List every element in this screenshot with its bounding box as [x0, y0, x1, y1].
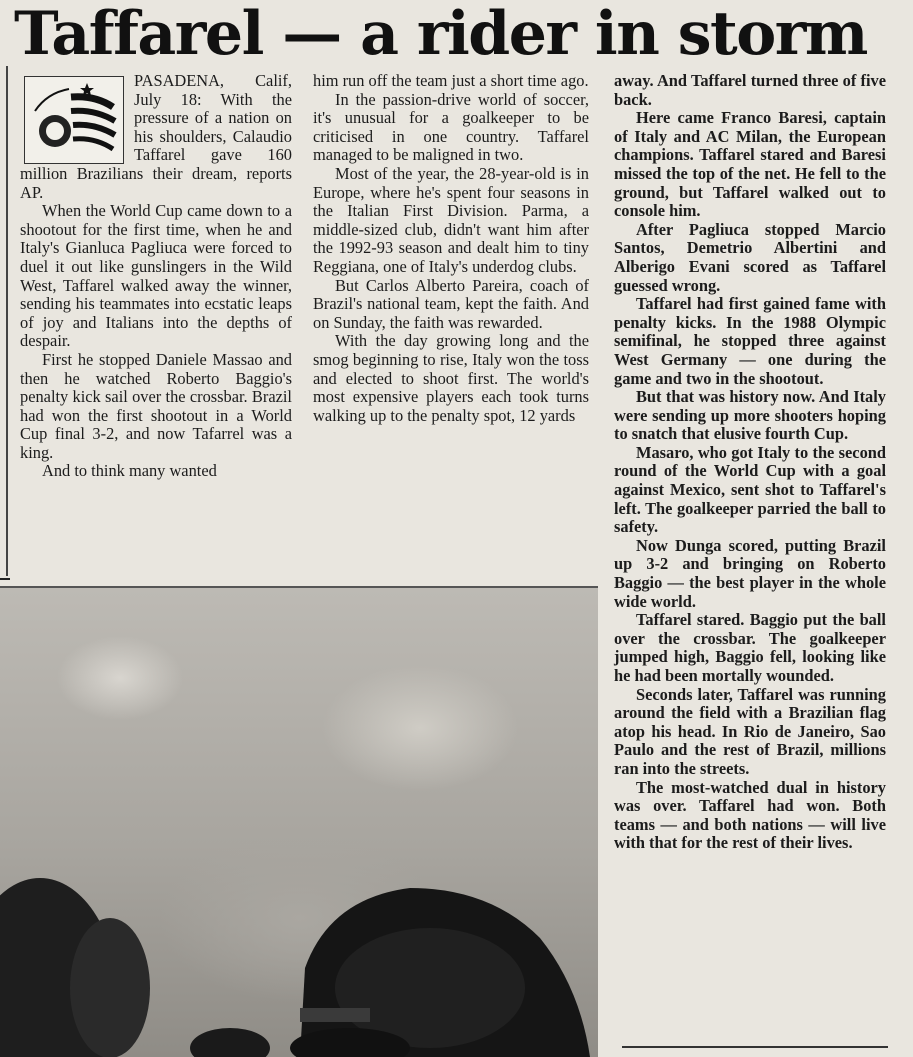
article-paragraph: Now Dunga scored, putting Brazil up 3-2 and bringing on Roberto Baggio — the best player in the whole wide world.	[614, 535, 886, 611]
article-column-1	[20, 72, 292, 481]
divider	[0, 578, 10, 580]
article-column-3	[614, 72, 886, 853]
newspaper-photo-crowd-icon	[0, 588, 598, 1057]
article-paragraph: him run off the team just a short time ago.	[313, 71, 589, 90]
article-paragraph: away. And Taffarel turned three of five back.	[614, 71, 886, 109]
article-paragraph: Seconds later, Taffarel was running around the field with a Brazilian flag atop his head. In Rio de Janeiro, Sao Paulo and the rest of Brazil, millions ran into the streets.	[614, 684, 886, 778]
article-paragraph: The most-watched dual in history was over. Taffarel had won. Both teams — and both nations — will live with that for the rest of their lives.	[614, 777, 886, 853]
article-paragraph: Taffarel had first gained fame with penalty kicks. In the 1988 Olympic semifinal, he stopped three against West Germany — one during the game and two in the shootout.	[614, 294, 886, 388]
article-column-2	[313, 72, 589, 425]
world-cup-94-logo-icon	[24, 76, 124, 164]
article-paragraph: But Carlos Alberto Pareira, coach of Brazil's national team, kept the faith. And on Sunday, the faith was rewarded.	[313, 275, 589, 332]
article-paragraph: In the passion-drive world of soccer, it's unusual for a goalkeeper to be criticised in one country. Taffarel managed to be maligned in two.	[313, 89, 589, 165]
article-paragraph: But that was history now. And Italy were sending up more shooters hoping to snatch that elusive fourth Cup.	[614, 387, 886, 444]
article-paragraph: With the day growing long and the smog beginning to rise, Italy won the toss and elected to shoot first. The world's most expensive players each took turns walking up to the penalty spot, 12 yards	[313, 331, 589, 425]
article-paragraph: After Pagliuca stopped Marcio Santos, Demetrio Albertini and Alberigo Evani scored as Taffarel guessed wrong.	[614, 219, 886, 295]
article-paragraph: And to think many wanted	[42, 461, 217, 481]
article-paragraph: When the World Cup came down to a shootout for the first time, when he and Italy's Gianluca Pagliuca were forced to duel it out like gunslingers in the Wild West, Taffarel walked away the winner, sending his teammates into ecstatic leaps of joy and Italians into the depths of despair.	[20, 201, 292, 351]
headline: Taffarel — a rider in storm	[14, 0, 867, 69]
article-paragraph: Masaro, who got Italy to the second round of the World Cup with a goal against Mexico, sent shot to Taffarel's left. The goalkeeper parried the ball to safety.	[614, 442, 886, 537]
article-paragraph: Taffarel stared. Baggio put the ball over the crossbar. The goalkeeper jumped high, Baggio fell, looking like he had been mortally wounded.	[614, 610, 886, 685]
divider	[622, 1046, 888, 1048]
article-paragraph: Most of the year, the 28-year-old is in Europe, where he's spent four seasons in the Italian First Division. Parma, a middle-sized club, didn't want him after the 1992-93 season and dealt him to tiny Reggiana, one of Italy's underdog clubs.	[313, 163, 589, 276]
article-paragraph: PASADENA, Calif, July 18: With the pressure of a nation on his shoulders, Calaudio Taffarel gave 160 million Brazilians their dream, reports AP.	[20, 71, 292, 202]
article-paragraph: Here came Franco Baresi, captain of Italy and AC Milan, the European champions. Taffarel stared and Baresi missed the top of the net. He fell to the ground, but Taffarel walked out to console him.	[614, 108, 886, 221]
article-paragraph: First he stopped Daniele Massao and then he watched Roberto Baggio's penalty kick sail over the crossbar. Brazil had won the first shootout in a World Cup final 3-2, and now Tafarrel was a king.	[20, 349, 292, 462]
column-rule	[6, 66, 8, 576]
